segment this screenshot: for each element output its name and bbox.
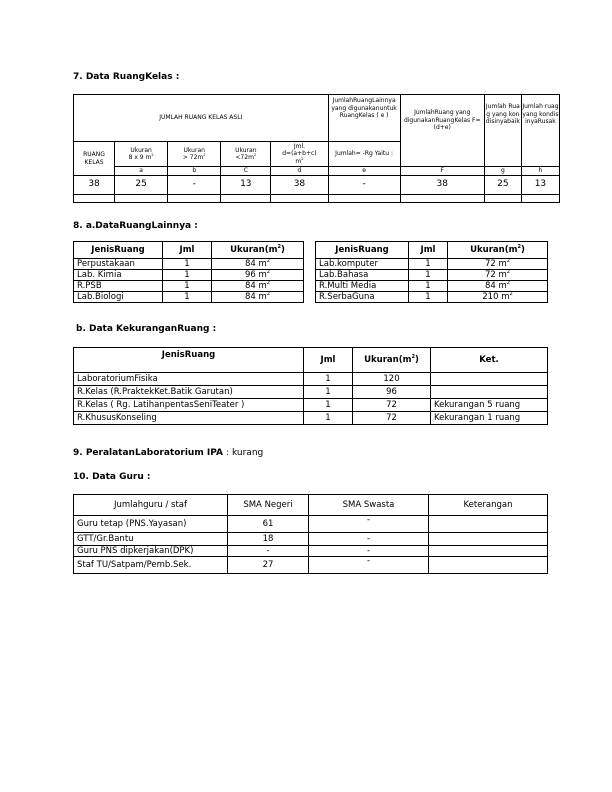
kekurangan-ket bbox=[431, 386, 548, 399]
data-guru-table bbox=[73, 494, 548, 574]
kekurangan-jml: 1 bbox=[304, 399, 353, 412]
section7-title: 7. Data RuangKelas : bbox=[73, 72, 180, 82]
guru-label: Guru tetap (PNS.Yayasan) bbox=[74, 516, 228, 533]
sup-2: 2 bbox=[253, 153, 257, 157]
ruang-ukuran bbox=[212, 281, 304, 292]
ruang-kelas-value: 38 bbox=[74, 176, 115, 195]
guru-negeri: 27 bbox=[228, 557, 309, 574]
ukuran-b-value: - bbox=[168, 176, 221, 195]
kondisi-baik-header: Jumlah Ruag yang kondisinyabaik bbox=[484, 95, 521, 167]
header-ukuran-text: Ukuran(m bbox=[470, 245, 518, 255]
ruang-ukuran bbox=[448, 270, 548, 281]
ruang-ukuran bbox=[448, 281, 548, 292]
jumlah-rg-yaitu-header: Jumlah= -Rg Yaitu : bbox=[328, 142, 400, 167]
code-e: e bbox=[328, 167, 400, 176]
kekurangan-ukuran: 72 bbox=[353, 412, 431, 425]
jumlah-ruang-lain-header: JumlahRuangLainnya yang digunakanuntuk RuangKelas ( e ) bbox=[328, 95, 400, 142]
sup-2: 2 bbox=[506, 269, 511, 276]
ukuran-c-value: 13 bbox=[221, 176, 271, 195]
sup-2: 2 bbox=[517, 244, 521, 251]
empty-cell bbox=[168, 195, 221, 203]
sup-2: 2 bbox=[506, 258, 511, 265]
ukuran-label: Ukuran bbox=[183, 146, 205, 154]
ruang-jenis: R.SerbaGuna bbox=[316, 292, 409, 303]
empty-cell bbox=[271, 195, 328, 203]
unit-m: m bbox=[498, 270, 507, 280]
ukuran-label: Ukuran bbox=[235, 146, 257, 154]
ruang-ukuran bbox=[212, 292, 304, 303]
jumlah-ruang-digunakan-header: JumlahRuang yang digunakanRuangKelas F=(d+e) bbox=[400, 95, 484, 167]
ruang-ukuran-value: 210 bbox=[482, 292, 499, 302]
jml-unit-text: m bbox=[295, 157, 302, 165]
ukuran-8x9-header bbox=[115, 142, 168, 167]
column-gap bbox=[304, 281, 316, 292]
ruang-jml: 1 bbox=[409, 292, 448, 303]
sup-2: 2 bbox=[266, 258, 271, 265]
header-jenis-ruang-right: JenisRuang bbox=[316, 242, 409, 259]
header-jml-left: Jml bbox=[163, 242, 212, 259]
kondisi-baik-value: 25 bbox=[484, 176, 521, 195]
ruang-jenis: Lab. Kimia bbox=[74, 270, 163, 281]
empty-cell bbox=[521, 195, 559, 203]
ruang-ukuran-value: 72 bbox=[484, 270, 496, 280]
empty-cell bbox=[115, 195, 168, 203]
guru-ket bbox=[429, 533, 548, 546]
sup-2: 2 bbox=[277, 244, 281, 251]
header-ket: Ket. bbox=[431, 348, 548, 373]
code-h: h bbox=[521, 167, 559, 176]
section8a-title: 8. a.DataRuangLainnya : bbox=[73, 221, 198, 231]
ruang-ukuran-value: 96 bbox=[244, 270, 256, 280]
sup-2: 2 bbox=[301, 156, 304, 161]
empty-cell bbox=[328, 195, 400, 203]
code-a: a bbox=[115, 167, 168, 176]
guru-label: Staf TU/Satpam/Pemb.Sek. bbox=[74, 557, 228, 574]
header-ukuran-left bbox=[212, 242, 304, 259]
sup-2: 2 bbox=[151, 153, 154, 157]
kekurangan-jml: 1 bbox=[304, 412, 353, 425]
ruang-lain-value: - bbox=[328, 176, 400, 195]
header-ukuran-text: Ukuran(m bbox=[364, 355, 412, 365]
section9-title: 9. PeralatanLaboratorium IPA bbox=[73, 448, 223, 458]
ruang-ukuran bbox=[212, 259, 304, 270]
kekurangan-ukuran: 120 bbox=[353, 373, 431, 386]
guru-label: Guru PNS dipkerjakan(DPK) bbox=[74, 546, 228, 557]
header-jml-right: Jml bbox=[409, 242, 448, 259]
kekurangan-ruang-table bbox=[73, 347, 548, 425]
unit-m: m bbox=[498, 259, 507, 269]
code-b: b bbox=[168, 167, 221, 176]
ruang-ukuran-value: 84 bbox=[244, 281, 256, 291]
header-ukuran-right bbox=[448, 242, 548, 259]
ruang-kelas-header: RUANG KELAS bbox=[74, 142, 115, 176]
ukuran-dim bbox=[115, 154, 167, 162]
unit-m: m bbox=[258, 292, 267, 302]
unit-m: m bbox=[501, 292, 510, 302]
section9-line bbox=[73, 448, 263, 458]
ruang-jml: 1 bbox=[409, 259, 448, 270]
header-keterangan: Keterangan bbox=[429, 495, 548, 516]
kondisi-rusak-header: Jumlah ruag yang kondisinyaRusak bbox=[521, 95, 559, 167]
ukuran-dim-text: > 72m bbox=[182, 154, 204, 161]
column-gap bbox=[304, 259, 316, 270]
column-gap bbox=[304, 242, 316, 259]
kondisi-rusak-value: 13 bbox=[521, 176, 559, 195]
header-jenis-ruang-left: JenisRuang bbox=[74, 242, 163, 259]
ruang-jenis: Perpustakaan bbox=[74, 259, 163, 270]
guru-negeri: 61 bbox=[228, 516, 309, 533]
jml-unit bbox=[271, 158, 327, 166]
ruang-ukuran-value: 84 bbox=[244, 259, 256, 269]
header-sma-swasta: SMA Swasta bbox=[309, 495, 429, 516]
kekurangan-jml: 1 bbox=[304, 373, 353, 386]
header-ukuran-close: ) bbox=[520, 245, 525, 255]
guru-label: GTT/Gr.Bantu bbox=[74, 533, 228, 546]
header-ukuran-close: ) bbox=[280, 245, 285, 255]
ukuran-dim-text: <72m bbox=[235, 154, 254, 161]
ukuran-dim-text: 8 x 9 m bbox=[128, 154, 152, 161]
ruang-digunakan-value: 38 bbox=[400, 176, 484, 195]
code-f: F bbox=[400, 167, 484, 176]
ukuran-lt72-header bbox=[221, 142, 271, 167]
header-sma-negeri: SMA Negeri bbox=[228, 495, 309, 516]
guru-swasta: - bbox=[309, 516, 429, 533]
kekurangan-ket: Kekurangan 1 ruang bbox=[431, 412, 548, 425]
guru-ket bbox=[429, 516, 548, 533]
header-jenis-ruang: JenisRuang bbox=[74, 348, 304, 373]
kekurangan-jml: 1 bbox=[304, 386, 353, 399]
ruang-jenis: Lab.Biologi bbox=[74, 292, 163, 303]
code-c: C bbox=[221, 167, 271, 176]
unit-m: m bbox=[258, 270, 267, 280]
column-gap bbox=[304, 270, 316, 281]
empty-cell bbox=[221, 195, 271, 203]
ruang-jml: 1 bbox=[409, 281, 448, 292]
jml-header bbox=[271, 142, 328, 167]
guru-ket bbox=[429, 557, 548, 574]
kekurangan-jenis: R.Kelas ( Rg. LatihanpentasSeniTeater ) bbox=[74, 399, 304, 412]
kekurangan-jenis: R.Kelas (R.PraktekKet.Batik Garutan) bbox=[74, 386, 304, 399]
ruang-ukuran-value: 84 bbox=[244, 292, 256, 302]
jml-label: Jml. bbox=[293, 142, 306, 150]
code-d: d bbox=[271, 167, 328, 176]
sup-2: 2 bbox=[266, 280, 271, 287]
jumlah-ruang-kelas-asli-header: JUMLAH RUANG KELAS ASLI bbox=[74, 95, 329, 142]
guru-negeri: 18 bbox=[228, 533, 309, 546]
section8b-title: b. Data KekuranganRuang : bbox=[76, 324, 217, 334]
sup-2: 2 bbox=[266, 291, 271, 298]
unit-m: m bbox=[258, 281, 267, 291]
ruang-jenis: Lab.Bahasa bbox=[316, 270, 409, 281]
jml-d-value: 38 bbox=[271, 176, 328, 195]
ruang-jml: 1 bbox=[163, 270, 212, 281]
sup-2: 2 bbox=[203, 153, 206, 157]
ukuran-dim bbox=[221, 154, 270, 162]
ruang-ukuran bbox=[448, 292, 548, 303]
sup-2: 2 bbox=[411, 354, 415, 361]
ruang-ukuran-value: 72 bbox=[484, 259, 496, 269]
sup-2: 2 bbox=[266, 269, 271, 276]
sup-2: 2 bbox=[509, 291, 513, 298]
section10-title: 10. Data Guru : bbox=[73, 472, 151, 482]
ukuran-gt72-header bbox=[168, 142, 221, 167]
sup-2: 2 bbox=[506, 280, 511, 287]
ruang-lainnya-table bbox=[73, 241, 548, 303]
ruang-jml: 1 bbox=[163, 259, 212, 270]
kekurangan-jenis: R.KhususKonseling bbox=[74, 412, 304, 425]
ruang-jenis: R.Multi Media bbox=[316, 281, 409, 292]
ruang-kelas-table bbox=[73, 94, 560, 203]
empty-cell bbox=[400, 195, 484, 203]
ruang-jml: 1 bbox=[409, 270, 448, 281]
unit-m: m bbox=[258, 259, 267, 269]
code-g: g bbox=[484, 167, 521, 176]
header-ukuran bbox=[353, 348, 431, 373]
unit-m: m bbox=[498, 281, 507, 291]
ruang-jml: 1 bbox=[163, 281, 212, 292]
empty-cell bbox=[74, 195, 115, 203]
guru-negeri: - bbox=[228, 546, 309, 557]
ukuran-label: Ukuran bbox=[130, 146, 152, 154]
guru-ket bbox=[429, 546, 548, 557]
kekurangan-ket bbox=[431, 373, 548, 386]
column-gap bbox=[304, 292, 316, 303]
ruang-jml: 1 bbox=[163, 292, 212, 303]
header-jumlah-guru: Jumlahguru / staf bbox=[74, 495, 228, 516]
kekurangan-ukuran: 72 bbox=[353, 399, 431, 412]
guru-swasta: - bbox=[309, 533, 429, 546]
section9-value: : kurang bbox=[226, 448, 264, 458]
ukuran-dim bbox=[168, 154, 220, 162]
ruang-ukuran-value: 84 bbox=[484, 281, 496, 291]
header-jml: Jml bbox=[304, 348, 353, 373]
header-ukuran-text: Ukuran(m bbox=[230, 245, 278, 255]
kekurangan-ket: Kekurangan 5 ruang bbox=[431, 399, 548, 412]
guru-swasta: - bbox=[309, 546, 429, 557]
ruang-jenis: R.PSB bbox=[74, 281, 163, 292]
guru-swasta: - bbox=[309, 557, 429, 574]
ruang-ukuran bbox=[212, 270, 304, 281]
ruang-ukuran bbox=[448, 259, 548, 270]
ruang-jenis: Lab.komputer bbox=[316, 259, 409, 270]
kekurangan-jenis: LaboratoriumFisika bbox=[74, 373, 304, 386]
kekurangan-ukuran: 96 bbox=[353, 386, 431, 399]
header-ukuran-close: ) bbox=[414, 355, 419, 365]
empty-cell bbox=[484, 195, 521, 203]
jml-formula: d=(a+b+c) bbox=[282, 150, 317, 158]
ukuran-a-value: 25 bbox=[115, 176, 168, 195]
